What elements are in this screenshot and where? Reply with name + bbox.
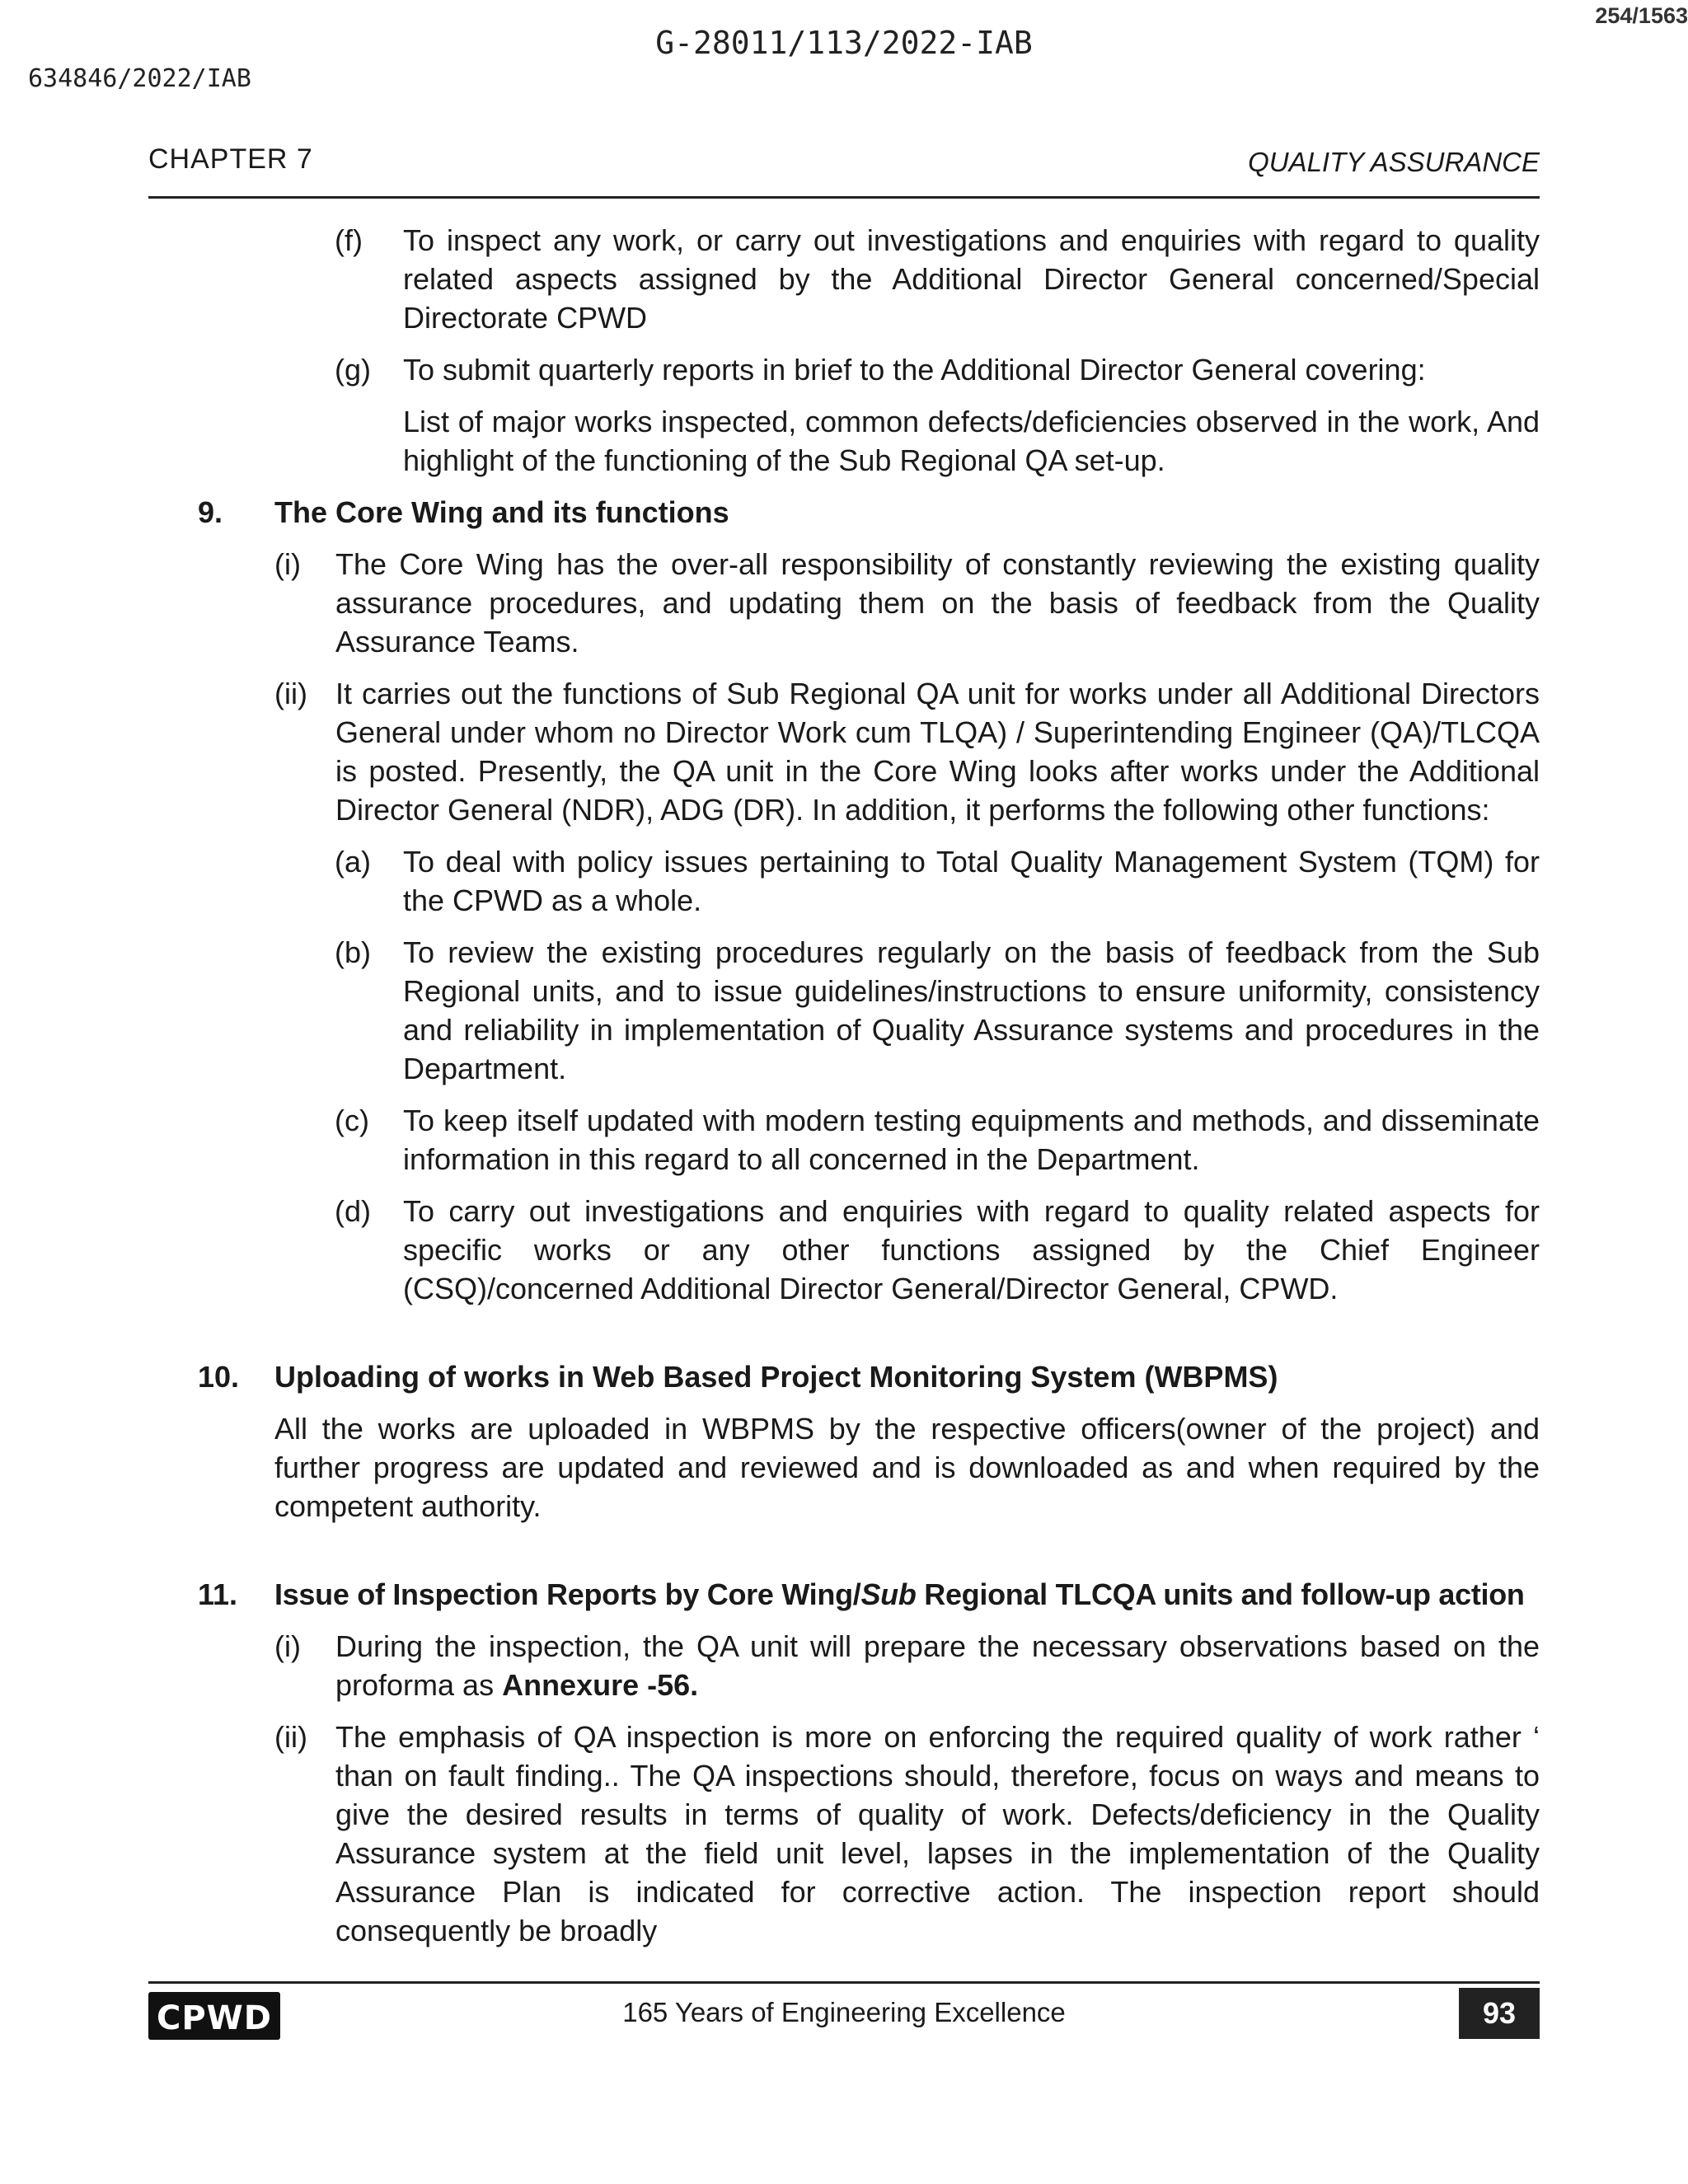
section-heading: Uploading of works in Web Based Project Monitoring System (WBPMS) xyxy=(274,1360,1278,1394)
page-number: 93 xyxy=(1459,1988,1540,2039)
item-text xyxy=(335,1627,1540,1704)
item-9-b xyxy=(0,933,1688,1088)
item-label: (ii) xyxy=(274,677,307,710)
item-9-d xyxy=(0,1192,1688,1308)
section-heading: The Core Wing and its functions xyxy=(274,495,729,529)
clause-label: (g) xyxy=(335,353,371,387)
item-label: (c) xyxy=(335,1104,369,1137)
section-heading xyxy=(274,1575,1688,1614)
item-9-c xyxy=(0,1101,1688,1179)
section-number: 9. xyxy=(198,495,223,529)
page-count-stamp: 254/1563 xyxy=(1595,3,1688,28)
clause-text: To submit quarterly reports in brief to the Additional Director General covering: xyxy=(403,353,1426,387)
item-9-ii xyxy=(0,674,1688,829)
item-label: (i) xyxy=(274,547,301,581)
file-number-stamp: G-28011/113/2022-IAB xyxy=(655,25,1033,61)
item-11-ii xyxy=(0,1718,1688,1950)
item-label: (b) xyxy=(335,935,371,969)
item-text: To keep itself updated with modern testing equipments and methods, and disseminate information in this regard to all concerned in the Department. xyxy=(403,1104,1540,1176)
item-text-body: During the inspection, the QA unit will prepare the necessary observations based on the proforma as xyxy=(335,1629,1540,1702)
heading-italic: Sub xyxy=(860,1577,917,1611)
footer-rule xyxy=(148,1981,1540,1984)
heading-part: Issue of Inspection Reports by Core Wing/ xyxy=(274,1577,861,1611)
item-label: (d) xyxy=(335,1194,371,1228)
section-10-body xyxy=(0,1409,1688,1526)
item-9-i xyxy=(0,545,1688,661)
item-text: To review the existing procedures regularly on the basis of feedback from the Sub Regional units, and to issue guidelines/instructions to ensure uniformity, consistency and reliability in implementation of Quality Assurance systems and procedures in the Department. xyxy=(403,935,1540,1085)
heading-part: Regional TLCQA units and follow-up action xyxy=(916,1577,1525,1611)
item-label: (ii) xyxy=(274,1720,307,1754)
item-text: It carries out the functions of Sub Regional QA unit for works under all Additional Directors General under whom no Director Work cum TLQA) / Superintending Engineer (QA)/TLCQA is posted. Presently, the QA unit in the Core Wing looks after works under the Additional Director General (NDR), ADG (DR). In addition, it performs the following other functions: xyxy=(335,677,1540,827)
item-11-i xyxy=(0,1627,1688,1704)
header-rule xyxy=(148,196,1540,199)
section-10-heading xyxy=(0,1357,1688,1396)
paragraph: All the works are uploaded in WBPMS by the respective officers(owner of the project) and further progress are updated and reviewed and is downloaded as and when required by the competent authority. xyxy=(274,1412,1540,1523)
item-text: To deal with policy issues pertaining to Total Quality Management System (TQM) for the CPWD as a whole. xyxy=(403,845,1540,917)
receipt-number-stamp: 634846/2022/IAB xyxy=(28,64,251,93)
annexure-reference: Annexure -56. xyxy=(502,1668,699,1702)
item-text: To carry out investigations and enquiries with regard to quality related aspects for specific works or any other functions assigned by the Chief Engineer (CSQ)/concerned Additional Director General/Director General, CPWD. xyxy=(403,1194,1540,1305)
section-number: 10. xyxy=(198,1360,240,1394)
clause-text: To inspect any work, or carry out investigations and enquiries with regard to quality related aspects assigned by the Additional Director General concerned/Special Directorate CPWD xyxy=(403,223,1540,335)
item-9-a xyxy=(0,842,1688,920)
clause-g xyxy=(0,350,1688,389)
page-body xyxy=(0,221,1688,1963)
section-9-heading xyxy=(0,493,1688,532)
section-title: QUALITY ASSURANCE xyxy=(1248,147,1540,177)
paragraph: List of major works inspected, common defects/deficiencies observed in the work, And highlight of the functioning of the Sub Regional QA set-up. xyxy=(403,405,1540,477)
item-label: (i) xyxy=(274,1629,301,1663)
clause-g-continuation xyxy=(0,402,1688,480)
footer-tagline: 165 Years of Engineering Excellence xyxy=(622,1997,1066,2027)
clause-f xyxy=(0,221,1688,337)
chapter-label: CHAPTER 7 xyxy=(148,143,313,175)
item-text: The emphasis of QA inspection is more on enforcing the required quality of work rather ‘ than on fault finding.. The QA inspections should, therefore, focus on ways and means to give the desired results in terms of quality of work. Defects/deficiency in the Quality Assurance system at the field unit level, lapses in the implementation of the Quality Assurance Plan is indicated for corrective action. The inspection report should consequently be broadly xyxy=(335,1720,1540,1947)
clause-label: (f) xyxy=(335,223,363,257)
logo-text: CPWD xyxy=(157,1999,272,2037)
section-11-heading xyxy=(0,1575,1688,1614)
item-text: The Core Wing has the over-all responsibility of constantly reviewing the existing quality assurance procedures, and updating them on the basis of feedback from the Quality Assurance Teams. xyxy=(335,547,1540,658)
section-number: 11. xyxy=(198,1577,238,1611)
item-label: (a) xyxy=(335,845,371,879)
